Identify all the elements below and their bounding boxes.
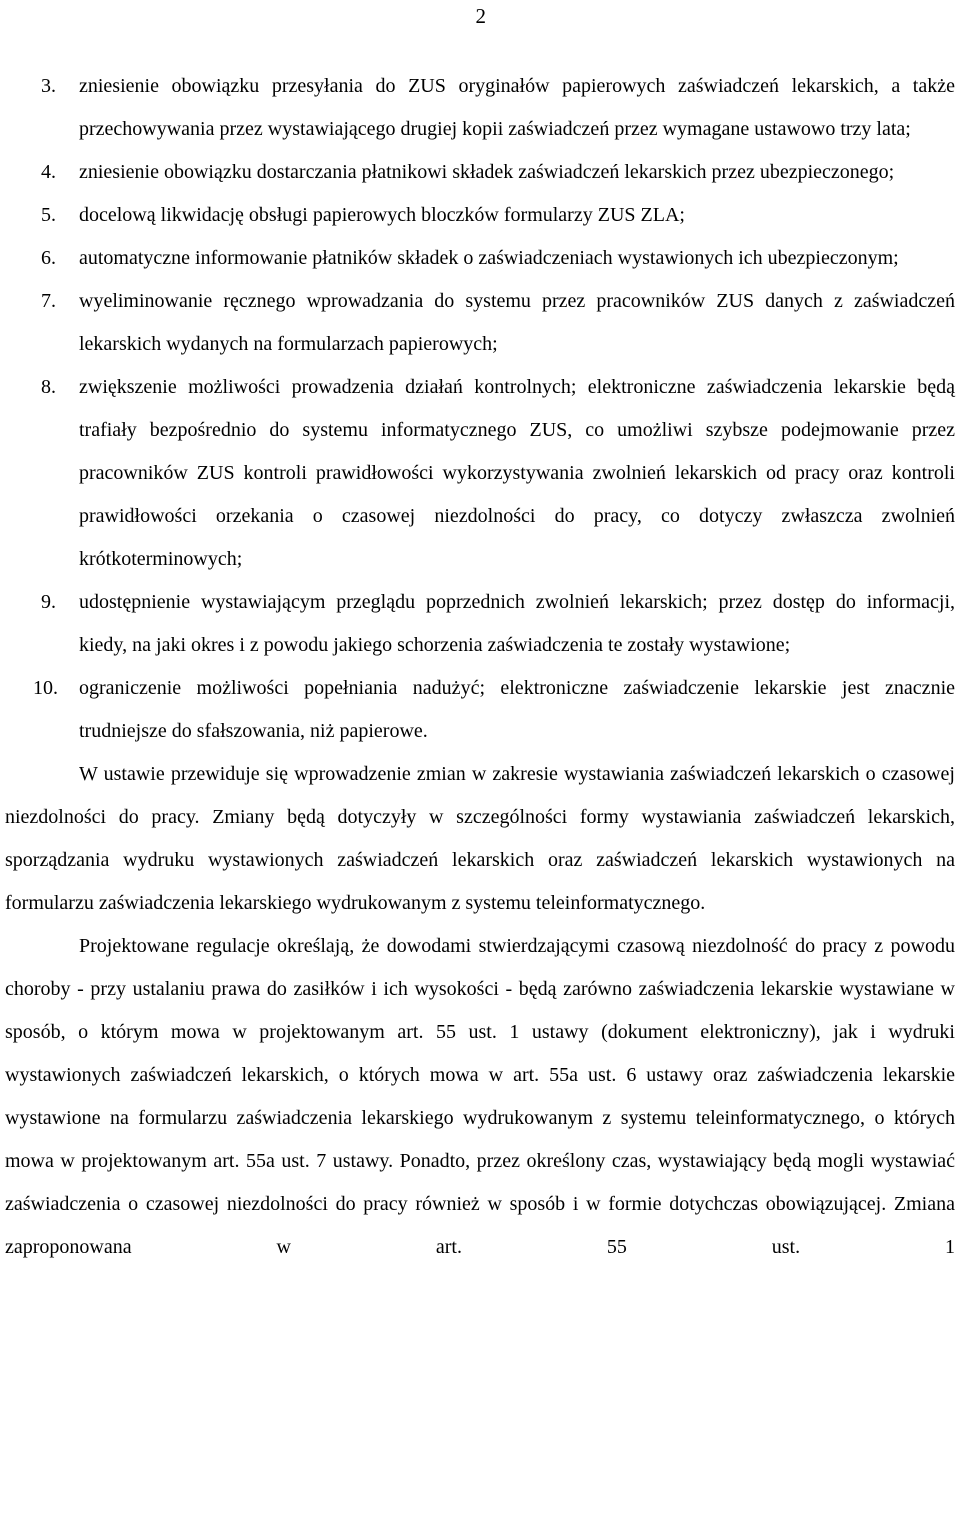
list-item-number: 7. [41, 290, 56, 312]
list-item-text: zwiększenie możliwości prowadzenia działań kontrolnych; elektroniczne zaświadczenia lekarskie będą trafiały bezpośrednio do systemu informatycznego ZUS, co umożliwi szybsze podejmowanie przez pracowników ZUS kontroli prawidłowości wykorzystywania zwolnień lekarskich od pracy oraz kontroli prawidłowości orzekania o czasowej niezdolności do pracy, co dotyczy zwłaszcza zwolnień krótkoterminowych; [79, 376, 955, 570]
body-paragraph: Projektowane regulacje określają, że dowodami stwierdzającymi czasową niezdolność do pracy z powodu choroby - przy ustalaniu prawa do zasiłków i ich wysokości - będą zarówno zaświadczenia lekarskie wystawiane w sposób, o którym mowa w projektowanym art. 55 ust. 1 ustawy (dokument elektroniczny), jak i wydruki wystawionych zaświadczeń lekarskich, o których mowa w art. 55a ust. 6 ustawy oraz zaświadczenia lekarskie wystawione na formularzu zaświadczenia lekarskiego wydrukowanym z systemu teleinformatycznego, o których mowa w projektowanym art. 55a ust. 7 ustawy. Ponadto, przez określony czas, wystawiający będą mogli wystawiać zaświadczenia o czasowej niezdolności do pracy również w sposób i w formie dotychczas obowiązującej. Zmiana zaproponowana w art. 55 ust. 1 [5, 935, 955, 1258]
list-item-text: docelową likwidację obsługi papierowych bloczków formularzy ZUS ZLA; [79, 204, 685, 226]
list-item-number: 3. [41, 75, 56, 97]
document-body [5, 65, 955, 1269]
list-item-number: 5. [41, 204, 56, 226]
list-item-text: wyeliminowanie ręcznego wprowadzania do systemu przez pracowników ZUS danych z zaświadczeń lekarskich wydanych na formularzach papierowych; [79, 290, 955, 355]
list-item [5, 65, 955, 151]
list-item [5, 151, 955, 194]
list-item [5, 366, 955, 581]
list-item-text: ograniczenie możliwości popełniania nadużyć; elektroniczne zaświadczenie lekarskie jest znacznie trudniejsze do sfałszowania, niż papierowe. [79, 677, 955, 742]
list-item-text: udostępnienie wystawiającym przeglądu poprzednich zwolnień lekarskich; przez dostęp do informacji, kiedy, na jaki okres i z powodu jakiego schorzenia zaświadczenia te zostały wystawione; [79, 591, 955, 656]
list-item-text: zniesienie obowiązku przesyłania do ZUS oryginałów papierowych zaświadczeń lekarskich, a także przechowywania przez wystawiającego drugiej kopii zaświadczeń przez wymagane ustawowo trzy lata; [79, 75, 955, 140]
numbered-list [5, 65, 955, 753]
list-item [5, 237, 955, 280]
body-paragraph: W ustawie przewiduje się wprowadzenie zmian w zakresie wystawiania zaświadczeń lekarskich o czasowej niezdolności do pracy. Zmiany będą dotyczyły w szczególności formy wystawiania zaświadczeń lekarskich, sporządzania wydruku wystawionych zaświadczeń lekarskich oraz zaświadczeń lekarskich wystawionych na formularzu zaświadczenia lekarskiego wydrukowanym z systemu teleinformatycznego. [5, 763, 955, 914]
list-item-number: 8. [41, 376, 56, 398]
list-item [5, 667, 955, 753]
list-item-text: zniesienie obowiązku dostarczania płatnikowi składek zaświadczeń lekarskich przez ubezpieczonego; [79, 161, 895, 183]
list-item [5, 280, 955, 366]
list-item [5, 194, 955, 237]
list-item [5, 581, 955, 667]
list-item-text: automatyczne informowanie płatników składek o zaświadczeniach wystawionych ich ubezpieczonym; [79, 247, 899, 269]
list-item-number: 6. [41, 247, 56, 269]
list-item-number: 10. [33, 677, 58, 699]
page-number: 2 [475, 4, 486, 28]
list-item-number: 9. [41, 591, 56, 613]
list-item-number: 4. [41, 161, 56, 183]
